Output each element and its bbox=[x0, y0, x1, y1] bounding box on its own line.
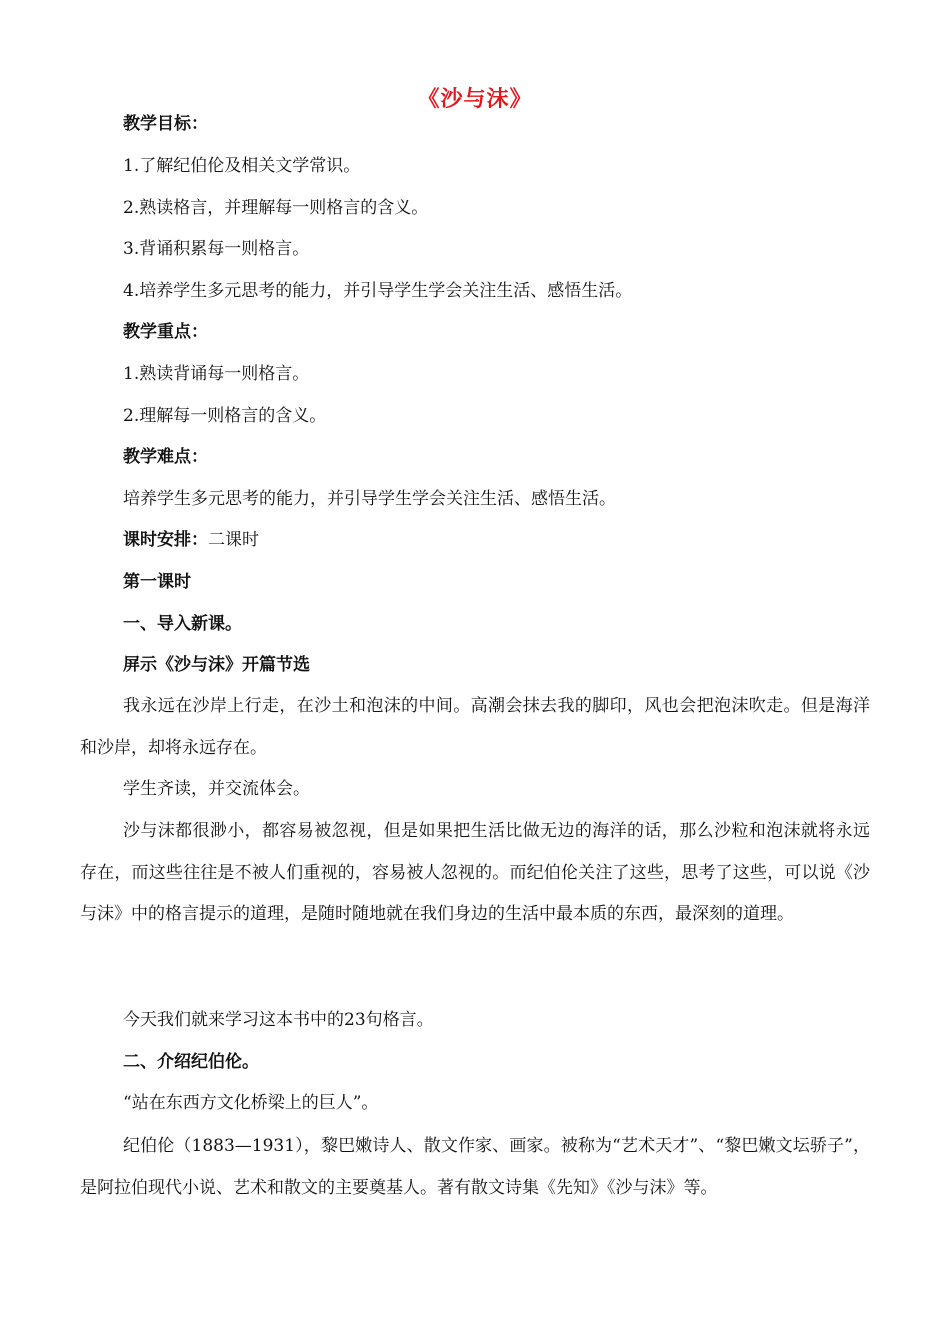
section2-heading: 二、介绍纪伯伦。 bbox=[123, 1052, 259, 1072]
epithet-paragraph: “站在东西方文化桥梁上的巨人”。 bbox=[123, 1093, 379, 1113]
document-title: 《沙与沫》 bbox=[417, 87, 533, 112]
today-paragraph: 今天我们就来学习这本书中的23句格言。 bbox=[123, 1010, 434, 1030]
key-point-item: 1.熟读背诵每一则格言。 bbox=[123, 364, 310, 384]
activity-paragraph: 学生齐读，并交流体会。 bbox=[123, 779, 310, 799]
schedule-label: 课时安排： bbox=[123, 530, 208, 550]
objective-item: 4.培养学生多元思考的能力，并引导学生学会关注生活、感悟生活。 bbox=[123, 281, 633, 301]
difficulties-heading: 教学难点： bbox=[123, 447, 208, 467]
section1-subheading: 屏示《沙与沫》开篇节选 bbox=[123, 655, 310, 675]
objective-item: 1.了解纪伯伦及相关文学常识。 bbox=[123, 156, 361, 176]
lesson1-heading: 第一课时 bbox=[123, 572, 191, 592]
section1-heading: 一、导入新课。 bbox=[123, 614, 242, 634]
objectives-heading: 教学目标： bbox=[123, 114, 208, 134]
difficulties-text: 培养学生多元思考的能力，并引导学生学会关注生活、感悟生活。 bbox=[123, 489, 616, 509]
bio-paragraph: 纪伯伦（1883—1931），黎巴嫩诗人、散文作家、画家。被称为“艺术天才”、“黎巴嫩文坛骄子”，是阿拉伯现代小说、艺术和散文的主要奠基人。著有散文诗集《先知》《沙与沫》等。 bbox=[80, 1136, 870, 1198]
schedule-line bbox=[123, 528, 259, 552]
key-points-heading: 教学重点： bbox=[123, 322, 208, 342]
schedule-value: 二课时 bbox=[208, 530, 259, 550]
discussion-paragraph: 沙与沫都很渺小，都容易被忽视，但是如果把生活比做无边的海洋的话，那么沙粒和泡沫就将永远存在，而这些往往是不被人们重视的，容易被人忽视的。而纪伯伦关注了这些，思考了这些，可以说《沙与沫》中的格言提示的道理，是随时随地就在我们身边的生活中最本质的东西，最深刻的道理。 bbox=[80, 821, 870, 924]
key-point-item: 2.理解每一则格言的含义。 bbox=[123, 406, 327, 426]
objective-item: 2.熟读格言，并理解每一则格言的含义。 bbox=[123, 198, 429, 218]
objective-item: 3.背诵积累每一则格言。 bbox=[123, 239, 310, 259]
quote-paragraph: 我永远在沙岸上行走，在沙土和泡沫的中间。高潮会抹去我的脚印，风也会把泡沫吹走。但是海洋和沙岸，却将永远存在。 bbox=[80, 696, 870, 758]
